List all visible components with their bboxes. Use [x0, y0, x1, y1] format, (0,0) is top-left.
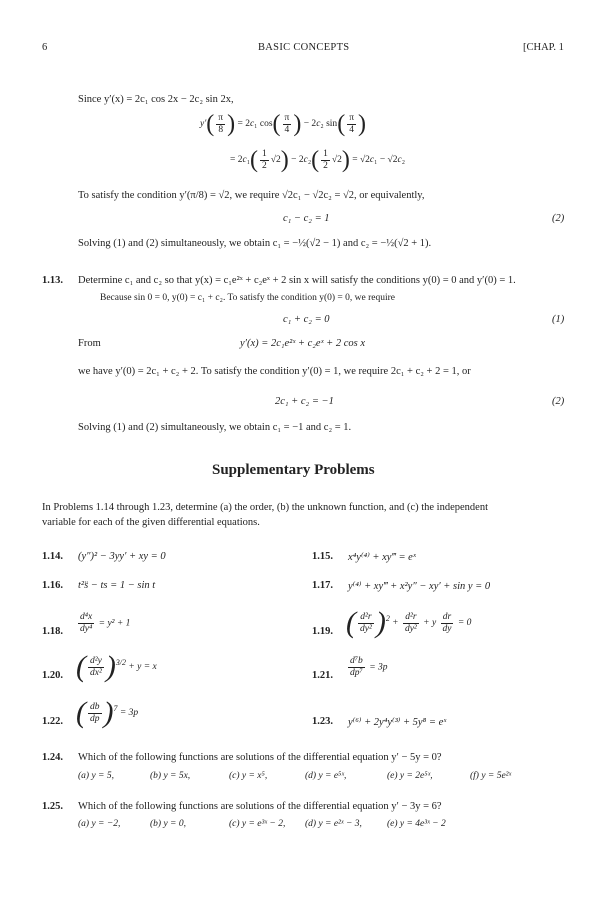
- problem-117-equation: y⁽⁴⁾ + xy‴ + x²y″ − xy′ + sin y = 0: [348, 581, 491, 592]
- problem-113-statement: Determine c₁ and c₂ so that y(x) = c₁e²ˣ + c₂eˣ + 2 sin x will satisfy the conditions y(0) = 0 and y′(0) = 1.: [78, 275, 516, 286]
- supplementary-intro: In Problems 1.14 through 1.23, determine (a) the order, (b) the unknown function, and (c) the independent: [42, 502, 488, 513]
- page-number: 6: [42, 42, 48, 53]
- problem-118-number: 1.18.: [42, 626, 63, 637]
- problem-125-option-e: (e) y = 4e³ˣ − 2: [387, 819, 446, 829]
- problem-125-option-b: (b) y = 0,: [150, 819, 186, 829]
- equation-2: c₁ − c₂ = 1: [283, 213, 330, 224]
- problem-116-equation: t²s̈ − ts = 1 − sin t: [78, 580, 156, 591]
- problem-121-equation: $\frac{\text{d⁷b}}{\text{dp⁷}}$ = 3p: [350, 656, 388, 678]
- problem-113-from-eq: y′(x) = 2c₁e²ˣ + c₂eˣ + 2 cos x: [240, 338, 366, 349]
- problem-124-question: Which of the following functions are solutions of the differential equation y′ − 5y = 0?: [78, 752, 442, 763]
- derivative-display-2: = 2c₁( $\frac{1}{2}$ √2) − 2c₂( $\frac{1}{2}$ √2) = √2c₁ − √2c₂: [230, 147, 406, 173]
- equation-2-label: (2): [552, 213, 565, 224]
- problem-124-option-d: (d) y = e⁵ˣ,: [305, 771, 347, 781]
- problem-120-equation: ( $\frac{\text{d²y}}{\text{dx²}}$ )$^{3/2}$ + y = x: [76, 650, 157, 683]
- problem-113-eq2: 2c₁ + c₂ = −1: [275, 396, 334, 407]
- problem-124-number: 1.24.: [42, 752, 63, 763]
- problem-124-option-f: (f) y = 5e²ˣ: [470, 771, 512, 781]
- problem-115-equation: x⁴y⁽⁴⁾ + xy‴ = eˣ: [348, 552, 416, 563]
- supplementary-intro-2: variable for each of the given differential equations.: [42, 517, 260, 528]
- problem-124-option-a: (a) y = 5,: [78, 771, 114, 781]
- problem-122-equation: ( $\frac{db}{dp}$ )$^7$ = 3p: [76, 696, 139, 729]
- problem-122-number: 1.22.: [42, 716, 63, 727]
- problem-113-eq1-label: (1): [552, 314, 565, 325]
- running-title: BASIC CONCEPTS: [258, 42, 350, 53]
- problem-120-number: 1.20.: [42, 670, 63, 681]
- derivative-display-1: y′( $\frac{\pi}{8}$ ) = 2c₁ cos( $\frac{\pi}{4}$ ) − 2c₂ sin( $\frac{\pi}{4}$ ): [200, 111, 366, 137]
- problem-119-number: 1.19.: [312, 626, 333, 637]
- satisfy-line: To satisfy the condition y′(π/8) = √2, we require √2c₁ − √2c₂ = √2, or equivalently,: [78, 190, 425, 201]
- problem-113-eq1: c₁ + c₂ = 0: [283, 314, 330, 325]
- problem-113-from-word: From: [78, 338, 101, 349]
- problem-121-number: 1.21.: [312, 670, 333, 681]
- problem-113-line1: Because sin 0 = 0, y(0) = c₁ + c₂. To satisfy the condition y(0) = 0, we require: [100, 293, 395, 303]
- problem-125-option-c: (c) y = e³ˣ − 2,: [229, 819, 286, 829]
- problem-125-question: Which of the following functions are solutions of the differential equation y′ − 3y = 6?: [78, 801, 442, 812]
- problem-113-line2: we have y′(0) = 2c₁ + c₂ + 2. To satisfy the condition y′(0) = 1, we require 2c₁ + c₂ + 2 = 1, or: [78, 366, 471, 377]
- problem-125-option-a: (a) y = −2,: [78, 819, 121, 829]
- problem-114-number: 1.14.: [42, 551, 63, 562]
- section-title: Supplementary Problems: [212, 462, 375, 478]
- problem-124-option-e: (e) y = 2e⁵ˣ,: [387, 771, 433, 781]
- problem-113-solving: Solving (1) and (2) simultaneously, we obtain c₁ = −1 and c₂ = 1.: [78, 422, 352, 433]
- problem-124-option-b: (b) y = 5x,: [150, 771, 191, 781]
- problem-113-eq2-label: (2): [552, 396, 565, 407]
- problem-123-equation: y⁽⁶⁾ + 2y⁴y⁽³⁾ + 5y⁸ = eˣ: [348, 717, 447, 728]
- problem-113-number: 1.13.: [42, 275, 63, 286]
- problem-115-number: 1.15.: [312, 551, 333, 562]
- solving-line: Solving (1) and (2) simultaneously, we obtain c₁ = −½(√2 − 1) and c₂ = −½(√2 + 1).: [78, 238, 432, 249]
- problem-123-number: 1.23.: [312, 716, 333, 727]
- problem-124-option-c: (c) y = x⁵,: [229, 771, 268, 781]
- problem-117-number: 1.17.: [312, 580, 333, 591]
- problem-118-equation: $\frac{\text{d⁴x}}{\text{dy⁴}}$ = y² + 1: [80, 612, 131, 634]
- chapter-label: [CHAP. 1: [523, 42, 564, 53]
- problem-114-equation: (y″)² − 3yy′ + xy = 0: [78, 551, 166, 562]
- problem-125-number: 1.25.: [42, 801, 63, 812]
- problem-119-equation: ( $\frac{\text{d²r}}{\text{dy²}}$ )$^2$ + $\frac{\text{d²r}}{\text{dy²}}$ + y $\frac{dr}{dy}$ = 0: [346, 606, 472, 639]
- problem-125-option-d: (d) y = e²ˣ − 3,: [305, 819, 362, 829]
- problem-116-number: 1.16.: [42, 580, 63, 591]
- since-line: Since y′(x) = 2c₁ cos 2x − 2c₂ sin 2x,: [78, 94, 234, 105]
